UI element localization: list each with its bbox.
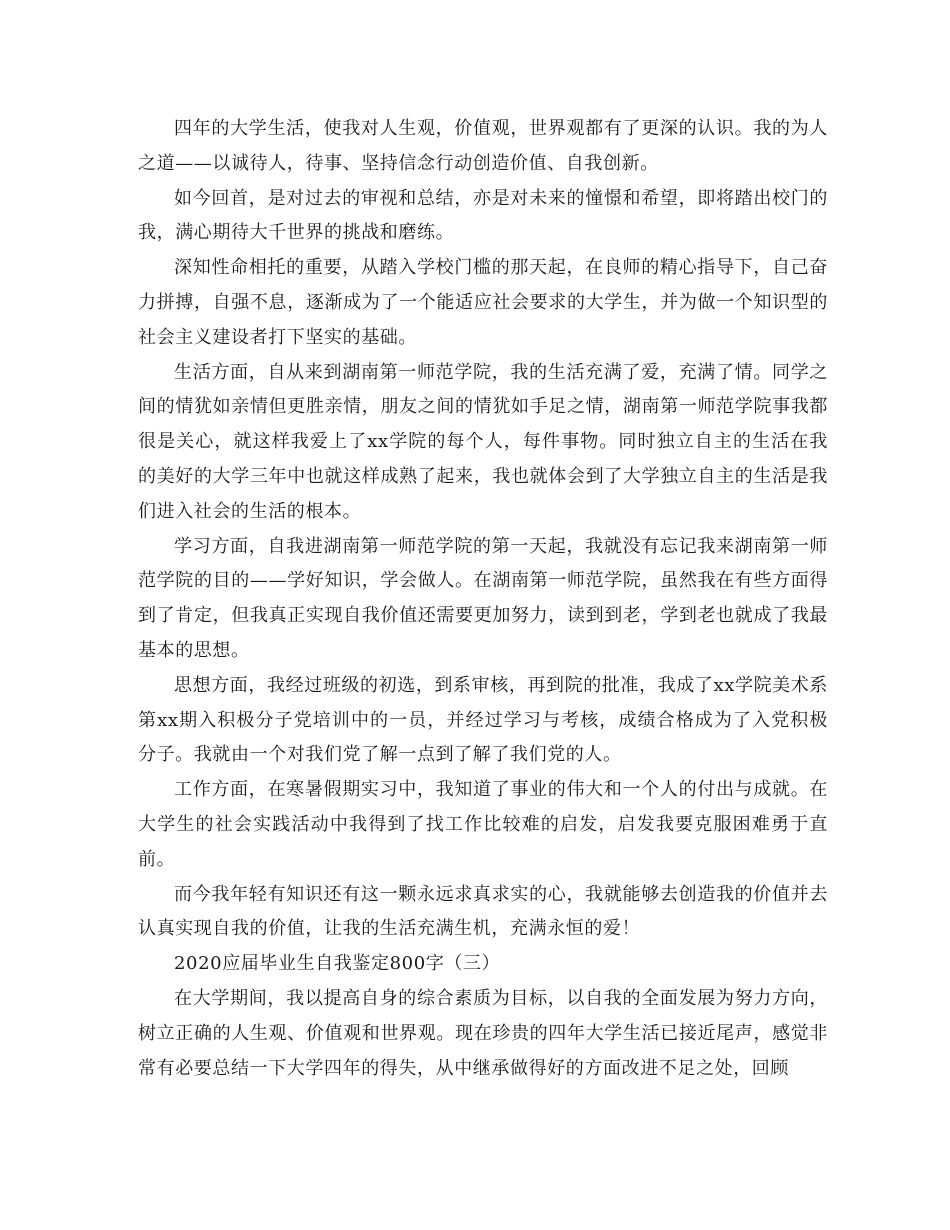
paragraph-effort: 深知性命相托的重要，从踏入学校门槛的那天起，在良师的精心指导下，自己奋力拼搏，自强不息，逐渐成为了一个能适应社会要求的大学生，并为做一个知识型的社会主义建设者打下坚实的基础。 [138,257,828,348]
paragraph-college-period: 在大学期间，我以提高自身的综合素质为目标，以自我的全面发展为努力方向，树立正确的人生观、价值观和世界观。现在珍贵的四年大学生活已接近尾声，感觉非常有必要总结一下大学四年的得失，从中继承做得好的方面改进不足之处，回顾 [138,987,828,1079]
paragraph-study: 学习方面，自我进湖南第一师范学院的第一天起，我就没有忘记我来湖南第一师范学院的目的——学好知识，学会做人。在湖南第一师范学院，虽然我在有些方面得到了肯定，但我真正实现自我价值还需要更加努力，读到到老，学到老也就成了我最基本的思想。 [138,535,828,661]
paragraph-thought: 思想方面，我经过班级的初选，到系审核，再到院的批准，我成了xx学院美术系第xx期入积极分子党培训中的一员，并经过学习与考核，成绩合格成为了入党积极分子。我就由一个对我们党了解一点到了解了我们党的人。 [138,674,828,766]
paragraph-looking-back: 如今回首，是对过去的审视和总结，亦是对未来的憧憬和希望，即将踏出校门的我，满心期待大千世界的挑战和磨练。 [138,187,828,244]
paragraph-worldview: 四年的大学生活，使我对人生观，价值观，世界观都有了更深的认识。我的为人之道——以诚待人，待事、坚持信念行动创造价值、自我创新。 [138,118,828,174]
paragraph-work: 工作方面，在寒暑假期实习中，我知道了事业的伟大和一个人的付出与成就。在大学生的社会实践活动中我得到了找工作比较难的启发，启发我要克服困难勇于直前。 [138,779,828,870]
paragraph-life: 生活方面，自从来到湖南第一师范学院，我的生活充满了爱，充满了情。同学之间的情犹如亲情但更胜亲情，朋友之间的情犹如手足之情，湖南第一师范学院事我都很是关心，就这样我爱上了xx学院的每个人，每件事物。同时独立自主的生活在我的美好的大学三年中也就这样成熟了起来，我也就体会到了大学独立自主的生活是我们进入社会的生活的根本。 [138,361,828,522]
paragraph-closing: 而今我年轻有知识还有这一颗永远求真求实的心，我就能够去创造我的价值并去认真实现自我的价值，让我的生活充满生机，充满永恒的爱！ [138,883,828,940]
document-body [138,112,828,1086]
section-heading: 2020应届毕业生自我鉴定800字（三） [174,953,501,975]
